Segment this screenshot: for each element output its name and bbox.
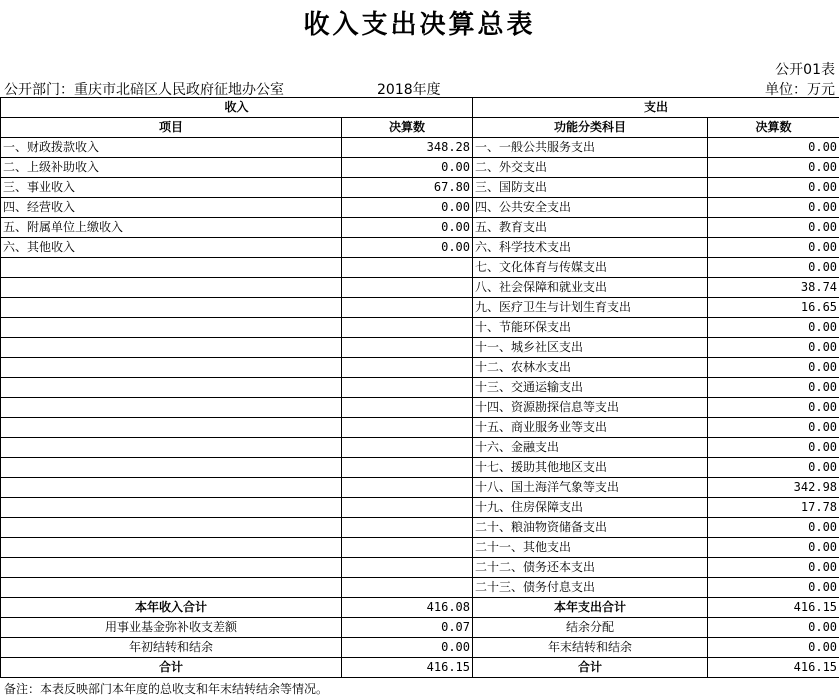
table-row — [1, 138, 839, 158]
summary-row — [1, 658, 839, 678]
income-item-name — [1, 258, 342, 278]
income-item-name — [1, 558, 342, 578]
income-item-name — [1, 478, 342, 498]
income-item-value — [342, 278, 473, 298]
summary-expense-name: 结余分配 — [473, 618, 708, 638]
income-item-name: 五、附属单位上缴收入 — [1, 218, 342, 238]
expense-item-value: 0.00 — [708, 378, 839, 398]
expense-item-name: 十七、援助其他地区支出 — [473, 458, 708, 478]
table-row — [1, 558, 839, 578]
section-income-header: 收入 — [1, 98, 473, 118]
summary-income-value: 416.15 — [342, 658, 473, 678]
income-item-name: 六、其他收入 — [1, 238, 342, 258]
summary-income-name: 本年收入合计 — [1, 598, 342, 618]
expense-item-value: 0.00 — [708, 558, 839, 578]
expense-item-name: 十九、住房保障支出 — [473, 498, 708, 518]
income-item-value — [342, 498, 473, 518]
expense-item-value: 0.00 — [708, 238, 839, 258]
expense-item-name: 十六、金融支出 — [473, 438, 708, 458]
summary-row — [1, 618, 839, 638]
table-row — [1, 278, 839, 298]
summary-expense-name: 本年支出合计 — [473, 598, 708, 618]
table-row — [1, 378, 839, 398]
table-row — [1, 398, 839, 418]
table-row — [1, 478, 839, 498]
table-row — [1, 358, 839, 378]
summary-expense-name: 年末结转和结余 — [473, 638, 708, 658]
expense-item-value: 0.00 — [708, 178, 839, 198]
col-amount2-header: 决算数 — [708, 118, 839, 138]
income-item-name — [1, 518, 342, 538]
income-item-value: 67.80 — [342, 178, 473, 198]
table-row — [1, 518, 839, 538]
expense-item-name: 二十、粮油物资储备支出 — [473, 518, 708, 538]
expense-item-value: 0.00 — [708, 258, 839, 278]
column-header-row — [1, 118, 839, 138]
table-row — [1, 158, 839, 178]
table-row — [1, 238, 839, 258]
income-item-name — [1, 298, 342, 318]
summary-income-name: 用事业基金弥补收支差额 — [1, 618, 342, 638]
footnote: 备注：本表反映部门本年度的总收支和年末结转结余等情况。 — [4, 682, 329, 696]
table-row — [1, 178, 839, 198]
col-item-header: 项目 — [1, 118, 342, 138]
income-item-value — [342, 298, 473, 318]
expense-item-name: 九、医疗卫生与计划生育支出 — [473, 298, 708, 318]
expense-item-value: 0.00 — [708, 198, 839, 218]
income-item-value — [342, 418, 473, 438]
summary-income-value: 0.07 — [342, 618, 473, 638]
expense-item-name: 十五、商业服务业等支出 — [473, 418, 708, 438]
income-item-name — [1, 538, 342, 558]
summary-expense-name: 合计 — [473, 658, 708, 678]
unit-label: 单位：万元 — [765, 82, 835, 98]
income-item-name — [1, 438, 342, 458]
income-item-value — [342, 318, 473, 338]
expense-item-value: 0.00 — [708, 418, 839, 438]
col-func-header: 功能分类科目 — [473, 118, 708, 138]
table-row — [1, 338, 839, 358]
section-expense-header: 支出 — [473, 98, 839, 118]
expense-item-name: 二十三、债务付息支出 — [473, 578, 708, 598]
year-label: 2018年度 — [377, 82, 441, 98]
expense-item-value: 38.74 — [708, 278, 839, 298]
expense-item-value: 17.78 — [708, 498, 839, 518]
income-item-value — [342, 538, 473, 558]
summary-income-value: 0.00 — [342, 638, 473, 658]
expense-item-value: 0.00 — [708, 218, 839, 238]
income-item-value — [342, 558, 473, 578]
income-item-name — [1, 338, 342, 358]
expense-item-value: 342.98 — [708, 478, 839, 498]
expense-item-name: 十一、城乡社区支出 — [473, 338, 708, 358]
summary-income-name: 合计 — [1, 658, 342, 678]
section-header-row — [1, 98, 839, 118]
expense-item-name: 十八、国土海洋气象等支出 — [473, 478, 708, 498]
expense-item-name: 二十一、其他支出 — [473, 538, 708, 558]
income-item-value: 348.28 — [342, 138, 473, 158]
summary-expense-value: 0.00 — [708, 618, 839, 638]
expense-item-value: 0.00 — [708, 578, 839, 598]
table-row — [1, 218, 839, 238]
expense-item-name: 五、教育支出 — [473, 218, 708, 238]
income-item-value — [342, 478, 473, 498]
income-item-name: 四、经营收入 — [1, 198, 342, 218]
expense-item-value: 0.00 — [708, 338, 839, 358]
expense-item-name: 一、一般公共服务支出 — [473, 138, 708, 158]
expense-item-name: 四、公共安全支出 — [473, 198, 708, 218]
income-item-name — [1, 278, 342, 298]
income-item-name — [1, 498, 342, 518]
income-item-name: 三、事业收入 — [1, 178, 342, 198]
table-row — [1, 318, 839, 338]
expense-item-value: 0.00 — [708, 538, 839, 558]
summary-row — [1, 638, 839, 658]
table-row — [1, 298, 839, 318]
income-item-value — [342, 438, 473, 458]
expense-item-name: 八、社会保障和就业支出 — [473, 278, 708, 298]
income-item-value: 0.00 — [342, 218, 473, 238]
expense-item-value: 0.00 — [708, 158, 839, 178]
table-row — [1, 418, 839, 438]
summary-expense-value: 416.15 — [708, 658, 839, 678]
income-item-name: 一、财政拨款收入 — [1, 138, 342, 158]
income-item-value: 0.00 — [342, 158, 473, 178]
table-row — [1, 438, 839, 458]
expense-item-name: 三、国防支出 — [473, 178, 708, 198]
expense-item-value: 16.65 — [708, 298, 839, 318]
income-item-value: 0.00 — [342, 238, 473, 258]
income-item-value — [342, 458, 473, 478]
expense-item-name: 十四、资源勘探信息等支出 — [473, 398, 708, 418]
table-row — [1, 498, 839, 518]
income-item-value — [342, 358, 473, 378]
expense-item-value: 0.00 — [708, 458, 839, 478]
income-item-value — [342, 378, 473, 398]
summary-income-name: 年初结转和结余 — [1, 638, 342, 658]
summary-expense-value: 416.15 — [708, 598, 839, 618]
income-item-value — [342, 258, 473, 278]
table-row — [1, 538, 839, 558]
income-item-value — [342, 578, 473, 598]
income-item-value — [342, 518, 473, 538]
expense-item-name: 二十二、债务还本支出 — [473, 558, 708, 578]
col-amount-header: 决算数 — [342, 118, 473, 138]
expense-item-value: 0.00 — [708, 358, 839, 378]
income-item-name: 二、上级补助收入 — [1, 158, 342, 178]
table-row — [1, 258, 839, 278]
department-label: 公开部门：重庆市北碚区人民政府征地办公室 — [4, 82, 284, 98]
income-item-value: 0.00 — [342, 198, 473, 218]
income-item-name — [1, 318, 342, 338]
income-item-value — [342, 398, 473, 418]
summary-income-value: 416.08 — [342, 598, 473, 618]
expense-item-value: 0.00 — [708, 138, 839, 158]
expense-item-value: 0.00 — [708, 398, 839, 418]
income-item-name — [1, 418, 342, 438]
income-item-name — [1, 398, 342, 418]
expense-item-name: 二、外交支出 — [473, 158, 708, 178]
income-item-name — [1, 378, 342, 398]
expense-item-name: 七、文化体育与传媒支出 — [473, 258, 708, 278]
expense-item-value: 0.00 — [708, 318, 839, 338]
expense-item-name: 十、节能环保支出 — [473, 318, 708, 338]
form-number: 公开01表 — [775, 62, 835, 78]
income-item-name — [1, 358, 342, 378]
summary-expense-value: 0.00 — [708, 638, 839, 658]
expense-item-value: 0.00 — [708, 438, 839, 458]
income-item-name — [1, 458, 342, 478]
summary-row — [1, 598, 839, 618]
page-title: 收入支出决算总表 — [303, 10, 536, 40]
table-row — [1, 578, 839, 598]
expense-item-name: 十三、交通运输支出 — [473, 378, 708, 398]
table-row — [1, 198, 839, 218]
expense-item-name: 十二、农林水支出 — [473, 358, 708, 378]
final-accounts-table — [0, 97, 839, 678]
expense-item-value: 0.00 — [708, 518, 839, 538]
table-row — [1, 458, 839, 478]
income-item-value — [342, 338, 473, 358]
expense-item-name: 六、科学技术支出 — [473, 238, 708, 258]
income-item-name — [1, 578, 342, 598]
